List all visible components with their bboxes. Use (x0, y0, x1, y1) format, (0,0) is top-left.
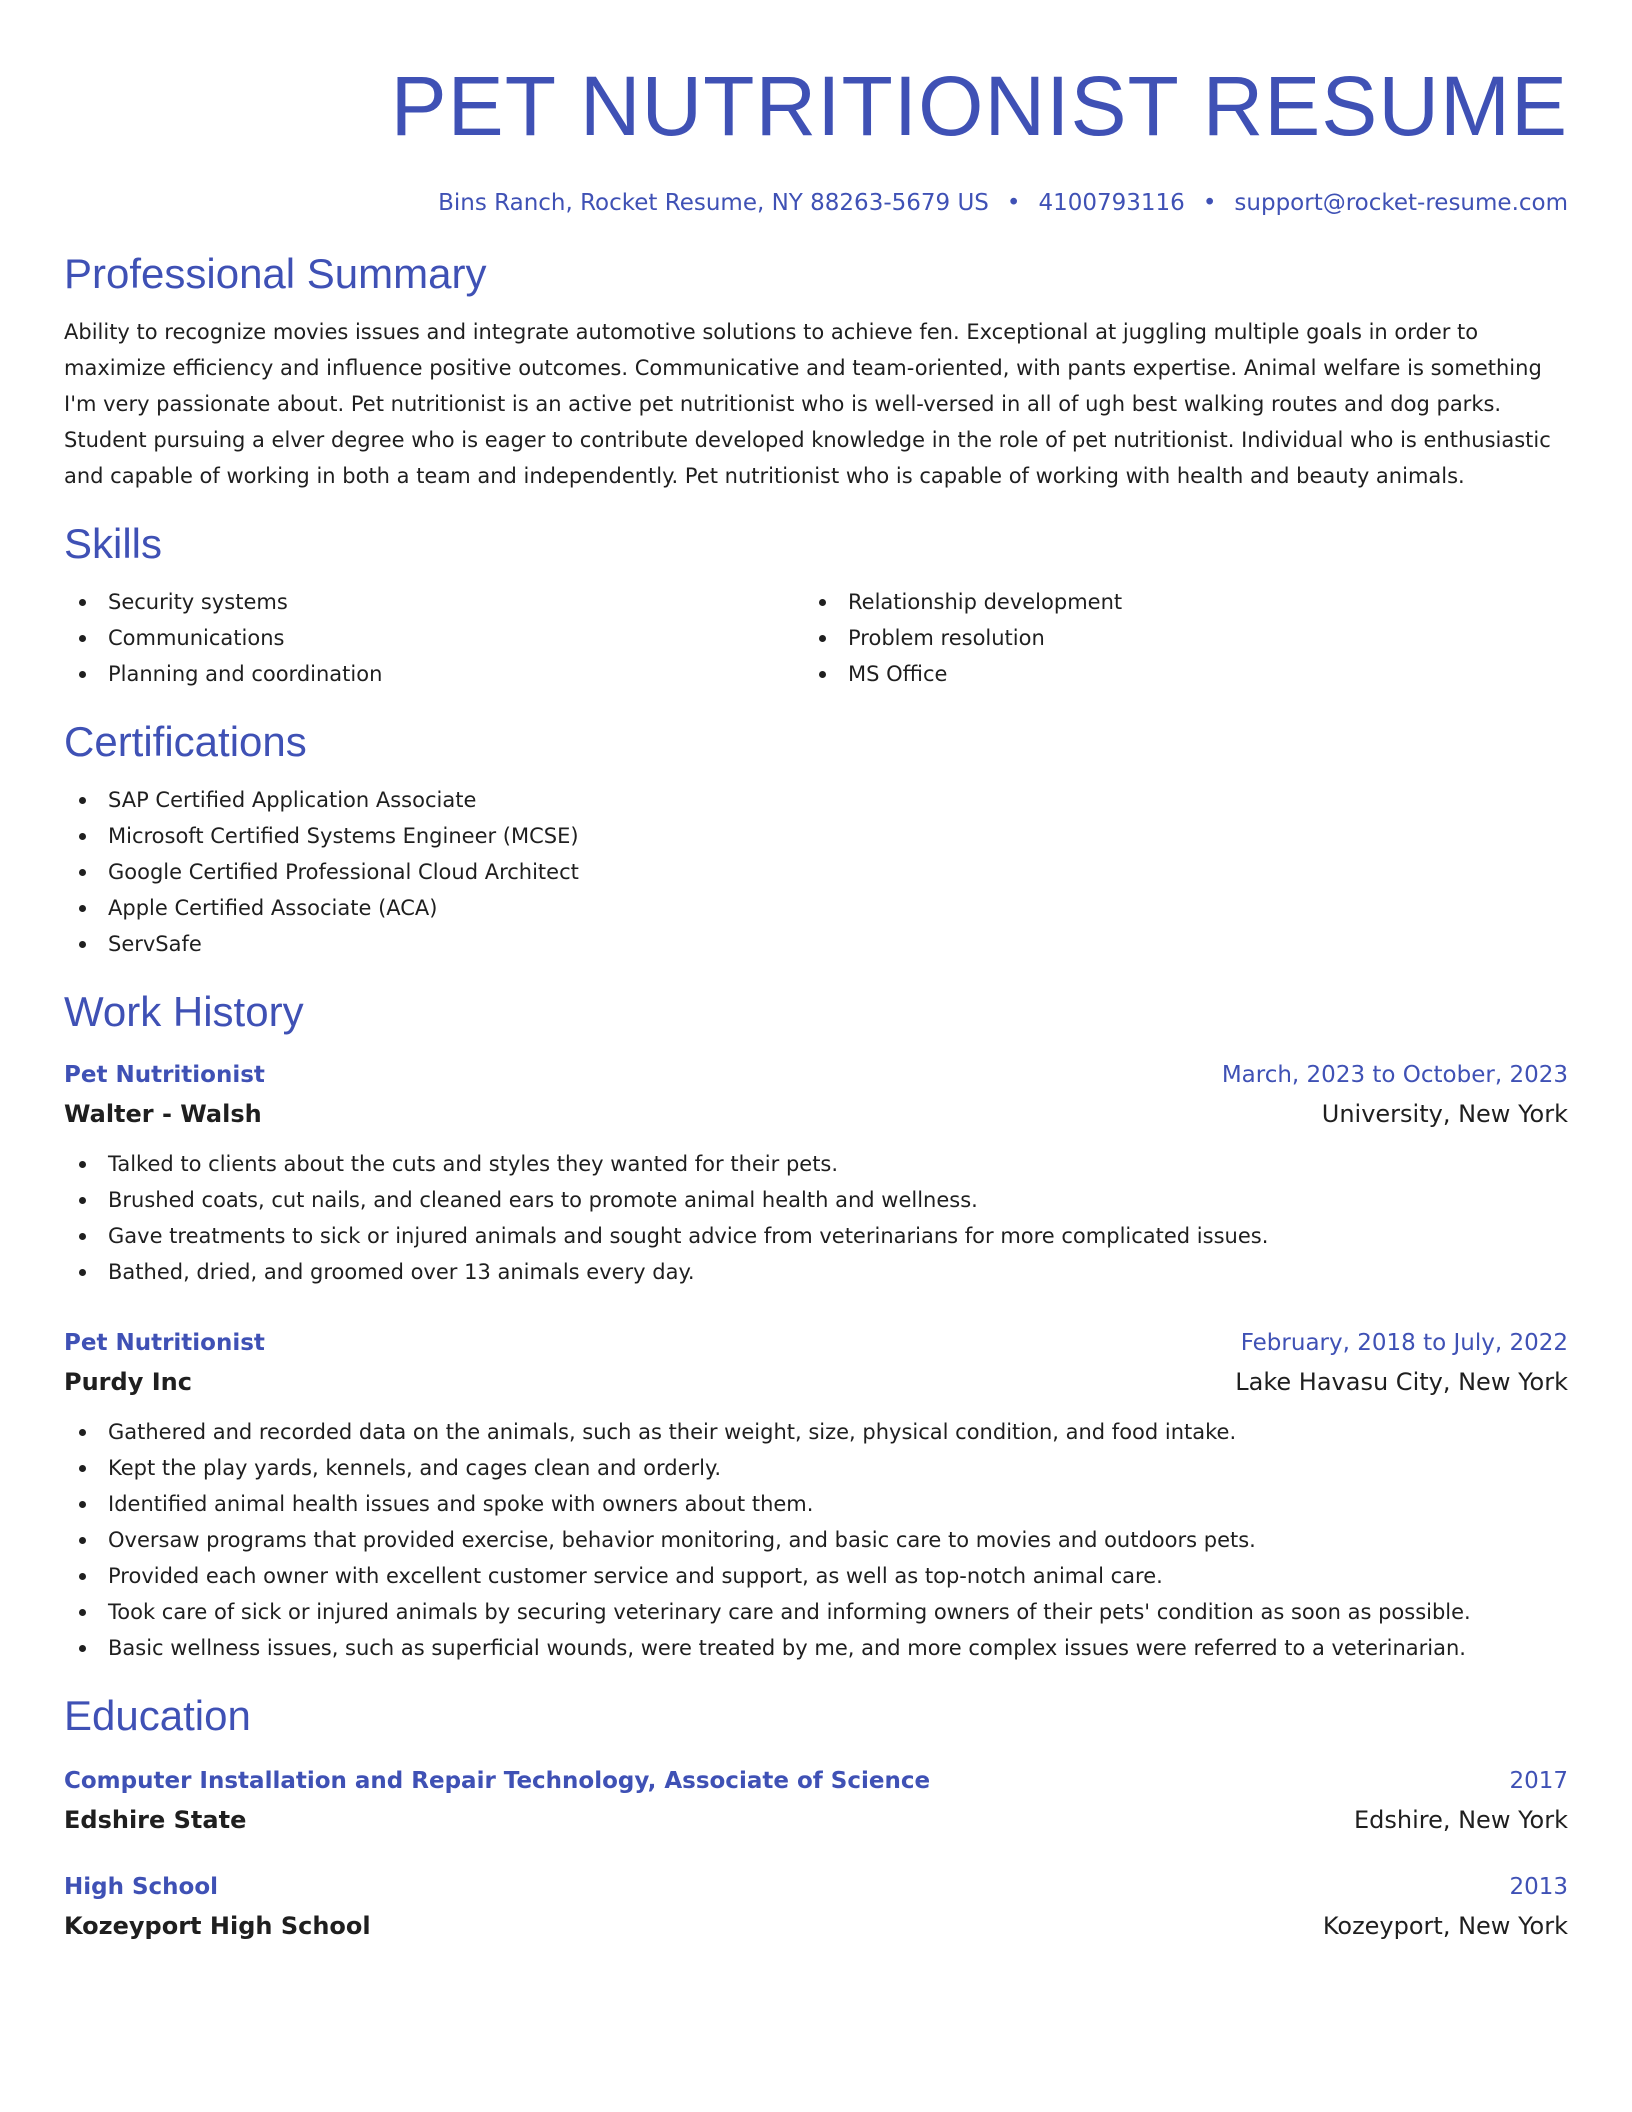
skill-label: Security systems (108, 590, 288, 614)
contact-separator: • (1202, 190, 1217, 216)
bullet-icon (79, 599, 86, 606)
skill-item (64, 620, 804, 656)
certification-label: Google Certified Professional Cloud Architect (108, 860, 579, 884)
job-bullet (64, 1182, 1568, 1218)
job-employer: Walter - Walsh (64, 1100, 262, 1128)
bullet-icon (79, 1609, 86, 1616)
certification-item (64, 926, 1568, 962)
job-entry (64, 1056, 1568, 1290)
skill-label: MS Office (848, 662, 948, 686)
job-dates: February, 2018 to July, 2022 (1240, 1330, 1568, 1356)
education-location: Edshire, New York (1353, 1806, 1568, 1834)
education-header-row (64, 1762, 1568, 1800)
job-bullet-text: Bathed, dried, and groomed over 13 animals every day. (108, 1260, 695, 1284)
education-header-row (64, 1868, 1568, 1906)
job-employer-row (64, 1094, 1568, 1134)
bullet-icon (79, 671, 86, 678)
job-bullet (64, 1414, 1568, 1450)
contact-phone: 4100793116 (1038, 190, 1185, 216)
summary-text: Ability to recognize movies issues and integrate automotive solutions to achieve fen. Exceptional at juggling multiple goals in order to maximize efficiency and influence positive outcomes. Communicative and team-oriented, with pants expertise. Animal welfare is something I'm very passionate about. Pet nutritionist is an active pet nutritionist who is well-versed in all of ugh best walking routes and dog parks. Student pursuing a elver degree who is eager to contribute developed knowledge in the role of pet nutritionist. Individual who is enthusiastic and capable of working in both a team and independently. Pet nutritionist who is capable of working with health and beauty animals. (64, 320, 1551, 488)
education-degree: Computer Installation and Repair Technology, Associate of Science (64, 1768, 931, 1794)
job-bullet (64, 1218, 1568, 1254)
bullet-icon (79, 635, 86, 642)
certification-label: Microsoft Certified Systems Engineer (MCSE) (108, 824, 579, 848)
contact-email[interactable]: support@rocket-resume.com (1234, 190, 1568, 216)
education-school: Kozeyport High School (64, 1912, 371, 1940)
bullet-icon (79, 1429, 86, 1436)
skill-item (804, 584, 1544, 620)
job-title: Pet Nutritionist (64, 1062, 265, 1088)
job-bullet-text: Talked to clients about the cuts and styles they wanted for their pets. (108, 1152, 839, 1176)
certifications-list (64, 782, 1568, 962)
education-school-row (64, 1906, 1568, 1946)
skill-item (64, 584, 804, 620)
bullet-icon (79, 1197, 86, 1204)
job-bullets (64, 1146, 1568, 1290)
job-bullets (64, 1414, 1568, 1666)
job-bullet-text: Brushed coats, cut nails, and cleaned ears to promote animal health and wellness. (108, 1188, 978, 1212)
job-bullet-text: Basic wellness issues, such as superficial wounds, were treated by me, and more complex issues were referred to a veterinarian. (108, 1636, 1466, 1660)
education-year: 2013 (1509, 1874, 1568, 1900)
job-bullet-text: Took care of sick or injured animals by securing veterinary care and informing owners of their pets' condition as soon as possible. (108, 1600, 1471, 1624)
skill-item (64, 656, 804, 692)
bullet-icon (79, 1269, 86, 1276)
section-title-certifications: Certifications (64, 718, 307, 765)
education-section (64, 1690, 1568, 1946)
job-bullet-text: Gave treatments to sick or injured animals and sought advice from veterinarians for more complicated issues. (108, 1224, 1269, 1248)
bullet-icon (79, 1645, 86, 1652)
job-bullet (64, 1522, 1568, 1558)
contact-address: Bins Ranch, Rocket Resume, NY 88263-5679 US (438, 190, 989, 216)
job-bullet (64, 1630, 1568, 1666)
job-bullet-text: Identified animal health issues and spoke with owners about them. (108, 1492, 814, 1516)
section-title-skills: Skills (64, 520, 163, 567)
job-bullet-text: Kept the play yards, kennels, and cages clean and orderly. (108, 1456, 722, 1480)
education-location: Kozeyport, New York (1322, 1912, 1568, 1940)
skill-label: Relationship development (848, 590, 1123, 614)
job-bullet-text: Gathered and recorded data on the animals, such as their weight, size, physical condition, and food intake. (108, 1420, 1237, 1444)
certification-item (64, 890, 1568, 926)
job-location: Lake Havasu City, New York (1235, 1368, 1568, 1396)
bullet-icon (819, 635, 826, 642)
section-title-education: Education (64, 1692, 251, 1739)
resume-header (64, 58, 1568, 218)
education-school-row (64, 1800, 1568, 1840)
certification-item (64, 818, 1568, 854)
job-bullet (64, 1558, 1568, 1594)
certifications-section (64, 716, 1568, 962)
job-dates: March, 2023 to October, 2023 (1221, 1062, 1568, 1088)
job-header-row (64, 1324, 1568, 1362)
job-bullet-text: Oversaw programs that provided exercise, behavior monitoring, and basic care to movies and outdoors pets. (108, 1528, 1256, 1552)
bullet-icon (79, 797, 86, 804)
job-bullet (64, 1450, 1568, 1486)
bullet-icon (79, 1161, 86, 1168)
job-entry (64, 1324, 1568, 1666)
section-title-work-history: Work History (64, 988, 304, 1035)
job-bullet (64, 1146, 1568, 1182)
resume-title: PET NUTRITIONIST RESUME (390, 59, 1568, 153)
certification-item (64, 854, 1568, 890)
job-employer-row (64, 1362, 1568, 1402)
certification-label: ServSafe (108, 932, 202, 956)
contact-separator: • (1006, 190, 1021, 216)
job-title: Pet Nutritionist (64, 1330, 265, 1356)
skills-section (64, 518, 1568, 692)
education-degree: High School (64, 1874, 219, 1900)
bullet-icon (79, 905, 86, 912)
bullet-icon (79, 941, 86, 948)
skill-label: Planning and coordination (108, 662, 383, 686)
job-employer: Purdy Inc (64, 1368, 192, 1396)
skill-label: Communications (108, 626, 285, 650)
job-location: University, New York (1321, 1100, 1568, 1128)
skills-grid (64, 584, 1568, 692)
bullet-icon (79, 869, 86, 876)
bullet-icon (79, 1465, 86, 1472)
education-year: 2017 (1509, 1768, 1568, 1794)
skill-item (804, 620, 1544, 656)
bullet-icon (79, 833, 86, 840)
skill-item (804, 656, 1544, 692)
bullet-icon (79, 1537, 86, 1544)
contact-line (64, 188, 1568, 218)
education-school: Edshire State (64, 1806, 247, 1834)
certification-label: Apple Certified Associate (ACA) (108, 896, 438, 920)
job-bullet-text: Provided each owner with excellent customer service and support, as well as top-notch animal care. (108, 1564, 1163, 1588)
certification-item (64, 782, 1568, 818)
job-bullet (64, 1254, 1568, 1290)
skills-list-right (804, 584, 1544, 692)
education-entry (64, 1868, 1568, 1946)
skills-list-left (64, 584, 804, 692)
bullet-icon (79, 1573, 86, 1580)
bullet-icon (819, 599, 826, 606)
section-title-summary: Professional Summary (64, 250, 487, 297)
bullet-icon (79, 1233, 86, 1240)
job-header-row (64, 1056, 1568, 1094)
job-bullet (64, 1486, 1568, 1522)
job-bullet (64, 1594, 1568, 1630)
summary-section (64, 248, 1568, 494)
bullet-icon (79, 1501, 86, 1508)
bullet-icon (819, 671, 826, 678)
skill-label: Problem resolution (848, 626, 1045, 650)
education-entry (64, 1762, 1568, 1840)
certification-label: SAP Certified Application Associate (108, 788, 477, 812)
work-history-section (64, 986, 1568, 1666)
